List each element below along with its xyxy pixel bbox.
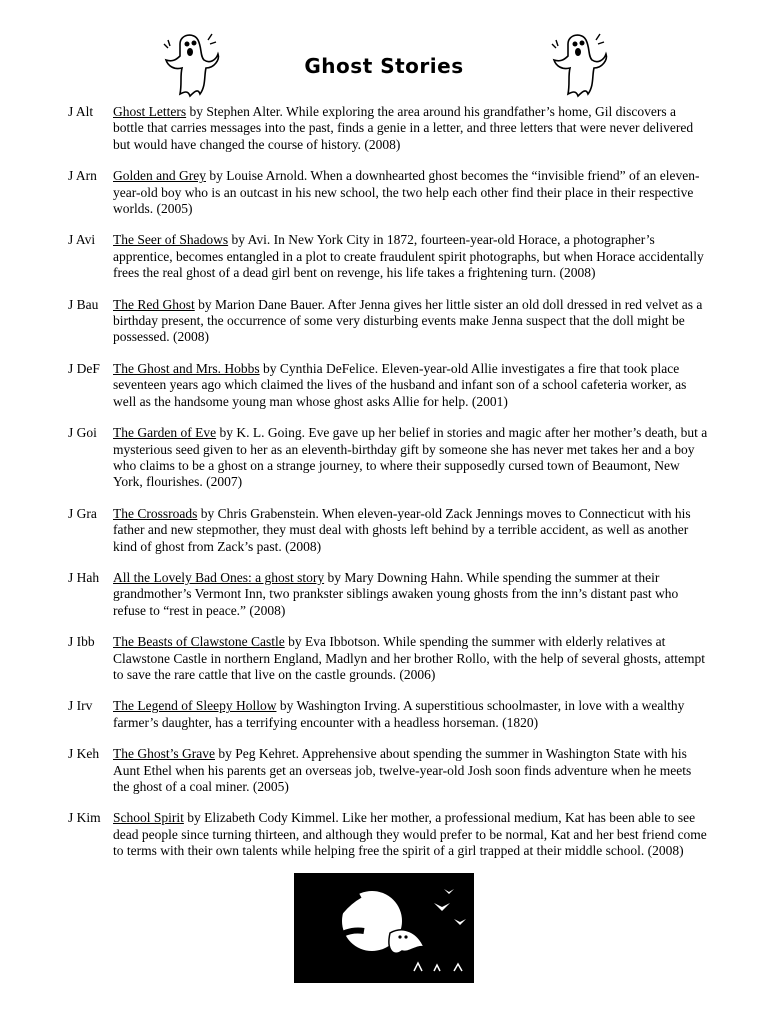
call-number: J Bau <box>68 296 99 312</box>
haunted-tree-moon-bats-illustration <box>294 873 474 983</box>
book-description <box>113 570 708 619</box>
book-entry <box>68 297 708 346</box>
book-title: All the Lovely Bad Ones: a ghost story <box>113 569 325 585</box>
book-entry <box>68 168 708 217</box>
book-entry <box>68 570 708 619</box>
book-description <box>113 425 708 491</box>
book-title: The Seer of Shadows <box>113 232 229 248</box>
book-description <box>113 361 708 410</box>
page-title: Ghost Stories <box>304 54 464 78</box>
book-summary: by Avi. In New York City in 1872, fourteen-year-old Horace, a photographer’s apprentice, becomes entangled in a plot to create fraudulent spirit photographs, but when Horace accidentally frees the real ghost of a dead girl bent on revenge, his life takes a frightening turn. (2008) <box>113 232 704 281</box>
book-title: The Ghost and Mrs. Hobbs <box>113 360 260 376</box>
book-title: The Garden of Eve <box>113 425 217 441</box>
book-description <box>113 810 708 859</box>
book-entry <box>68 361 708 410</box>
call-number: J Ibb <box>68 634 95 650</box>
book-description <box>113 104 708 153</box>
book-title: The Legend of Sleepy Hollow <box>113 698 277 714</box>
call-number: J Arn <box>68 168 97 184</box>
book-entry <box>68 104 708 153</box>
book-entry <box>68 698 708 731</box>
book-description <box>113 168 708 217</box>
book-title: School Spirit <box>113 810 184 826</box>
book-entry <box>68 810 708 859</box>
call-number: J Keh <box>68 746 100 762</box>
book-summary: by Louise Arnold. When a downhearted ghost becomes the “invisible friend” of an eleven-year-old boy who is an outcast in his new school, the two help each other find their place in their respective worlds. (2005) <box>113 168 700 217</box>
book-description <box>113 634 708 683</box>
book-title: The Red Ghost <box>113 296 195 312</box>
book-entry <box>68 746 708 795</box>
book-description <box>113 506 708 555</box>
book-summary: by Mary Downing Hahn. While spending the summer at their grandmother’s Vermont Inn, two prankster siblings awaken young ghosts from the inn’s distant past who refuse to “rest in peace.” (2008) <box>113 569 679 618</box>
call-number: J Kim <box>68 810 101 826</box>
call-number: J Avi <box>68 232 96 248</box>
book-entry <box>68 506 708 555</box>
call-number: J Hah <box>68 569 100 585</box>
book-summary: by Eva Ibbotson. While spending the summer with elderly relatives at Clawstone Castle in northern England, Madlyn and her brother Rollo, with the help of several ghosts, attempt to save the rare cattle that live on the castle grounds. (2006) <box>113 634 706 682</box>
book-title: The Beasts of Clawstone Castle <box>113 634 285 650</box>
call-number: J Irv <box>68 698 93 714</box>
book-title: The Ghost’s Grave <box>113 746 215 762</box>
book-summary: by Marion Dane Bauer. After Jenna gives her little sister an old doll dressed in red velvet as a birthday present, the occurrence of some very disturbing events make Jenna suspect that the doll might be possessed. (2008) <box>113 296 703 345</box>
call-number: J Alt <box>68 104 94 119</box>
book-description <box>113 297 708 346</box>
book-summary: by Stephen Alter. While exploring the area around his grandfather’s home, Gil discovers a bottle that carries messages into the past, finds a genie in a letter, and three letters that were never delivered but would have changed the course of history. (2008) <box>113 104 694 152</box>
book-title: Golden and Grey <box>113 168 206 184</box>
book-summary: by K. L. Going. Eve gave up her belief in stories and magic after her mother’s death, but a mysterious seed given to her as an eleventh-birthday gift by someone she has never met takes her and a boy who claims to be a ghost on a strange journey, to where their supposedly cursed town of Beaumont, New York, flourishes. (2007) <box>113 425 708 490</box>
book-list <box>68 104 708 860</box>
call-number: J Goi <box>68 425 97 441</box>
call-number: J DeF <box>68 360 100 376</box>
book-entry <box>68 425 708 491</box>
book-description <box>113 232 708 281</box>
book-description <box>113 746 708 795</box>
book-summary: by Elizabeth Cody Kimmel. Like her mother, a professional medium, Kat has been able to see dead people since turning thirteen, and although they would prefer to be normal, Kat and her best friend come to terms with their own talents while helping free the spirit of a girl trapped at their middle school. (2008) <box>113 810 707 859</box>
book-title: Ghost Letters <box>113 104 187 119</box>
book-summary: by Peg Kehret. Apprehensive about spending the summer in Washington State with his Aunt Ethel when his parents get an overseas job, twelve-year-old Josh soon finds adventure when he meets the ghost of a coal miner. (2005) <box>113 746 692 794</box>
book-description <box>113 698 708 731</box>
book-entry <box>68 232 708 281</box>
book-summary: by Washington Irving. A superstitious schoolmaster, in love with a wealthy farmer’s daughter, has a terrifying encounter with a headless horseman. (1820) <box>113 698 685 730</box>
book-summary: by Chris Grabenstein. When eleven-year-old Zack Jennings moves to Connecticut with his father and new stepmother, they must deal with ghosts left behind by a terrible accident, as well as another kind of ghost from Zack’s past. (2008) <box>113 505 691 554</box>
call-number: J Gra <box>68 505 97 521</box>
book-title: The Crossroads <box>113 505 198 521</box>
book-summary: by Cynthia DeFelice. Eleven-year-old Allie investigates a fire that took place seventeen years ago which claimed the lives of the husband and infant son of a school cafeteria worker, as well as the handsome young man whose ghost asks Allie for help. (2001) <box>113 360 687 409</box>
book-entry <box>68 634 708 683</box>
